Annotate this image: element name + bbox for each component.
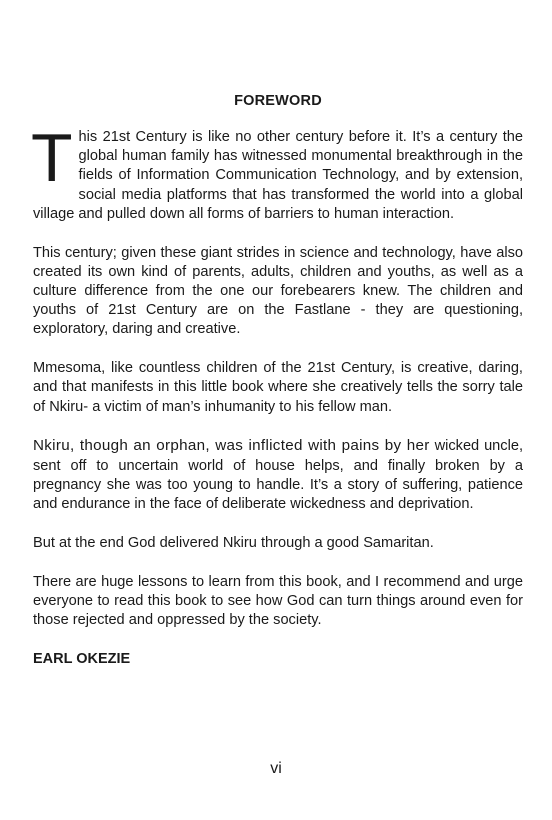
page-number: vi [270,760,282,777]
paragraph-1-text: his 21st Century is like no other century before it. It’s a century the global human family has witnessed monumental breakthrough in the fields of Information Communication Technology, and by extension, social media platforms that has transformed the world into a global village and pulled down all forms of barriers to human interaction. [33,129,523,222]
author-name: EARL OKEZIE [33,650,131,667]
paragraph-5: But at the end God delivered Nkiru through a good Samaritan. [33,534,434,551]
paragraph-3: Mmesoma, like countless children of the 21st Century, is creative, daring, and that manifests in this little book where she creatively tells the sorry tale of Nkiru- a victim of man’s inhumanity to his fellow man. [33,360,523,415]
paragraph-6: There are huge lessons to learn from this book, and I recommend and urge everyone to read this book to see how God can turn things around even for those rejected and oppressed by the society. [33,573,523,629]
page-title: FOREWORD [234,93,322,109]
paragraph-1 [31,120,523,224]
paragraph-4-text: wicked uncle, sent off to uncertain world of house helps, and finally broken by a pregnancy she was too young to handle. It’s a story of suffering, patience and endurance in the face of deliberate wickedness and deprivation. [33,438,524,513]
paragraph-4-first-line: Nkiru, though an orphan, was inflicted with pains by her [33,437,430,455]
paragraph-2: This century; given these giant strides in science and technology, have also created its own kind of parents, adults, children and youths, as well as a culture difference from the one our forebearers knew. The children and youths of 21st Century are on the Fastlane - they are questioning, exploratory, daring and creative. [33,244,523,338]
foreword-body [31,120,524,689]
drop-cap: T [31,120,73,196]
paragraph-4 [33,436,523,514]
